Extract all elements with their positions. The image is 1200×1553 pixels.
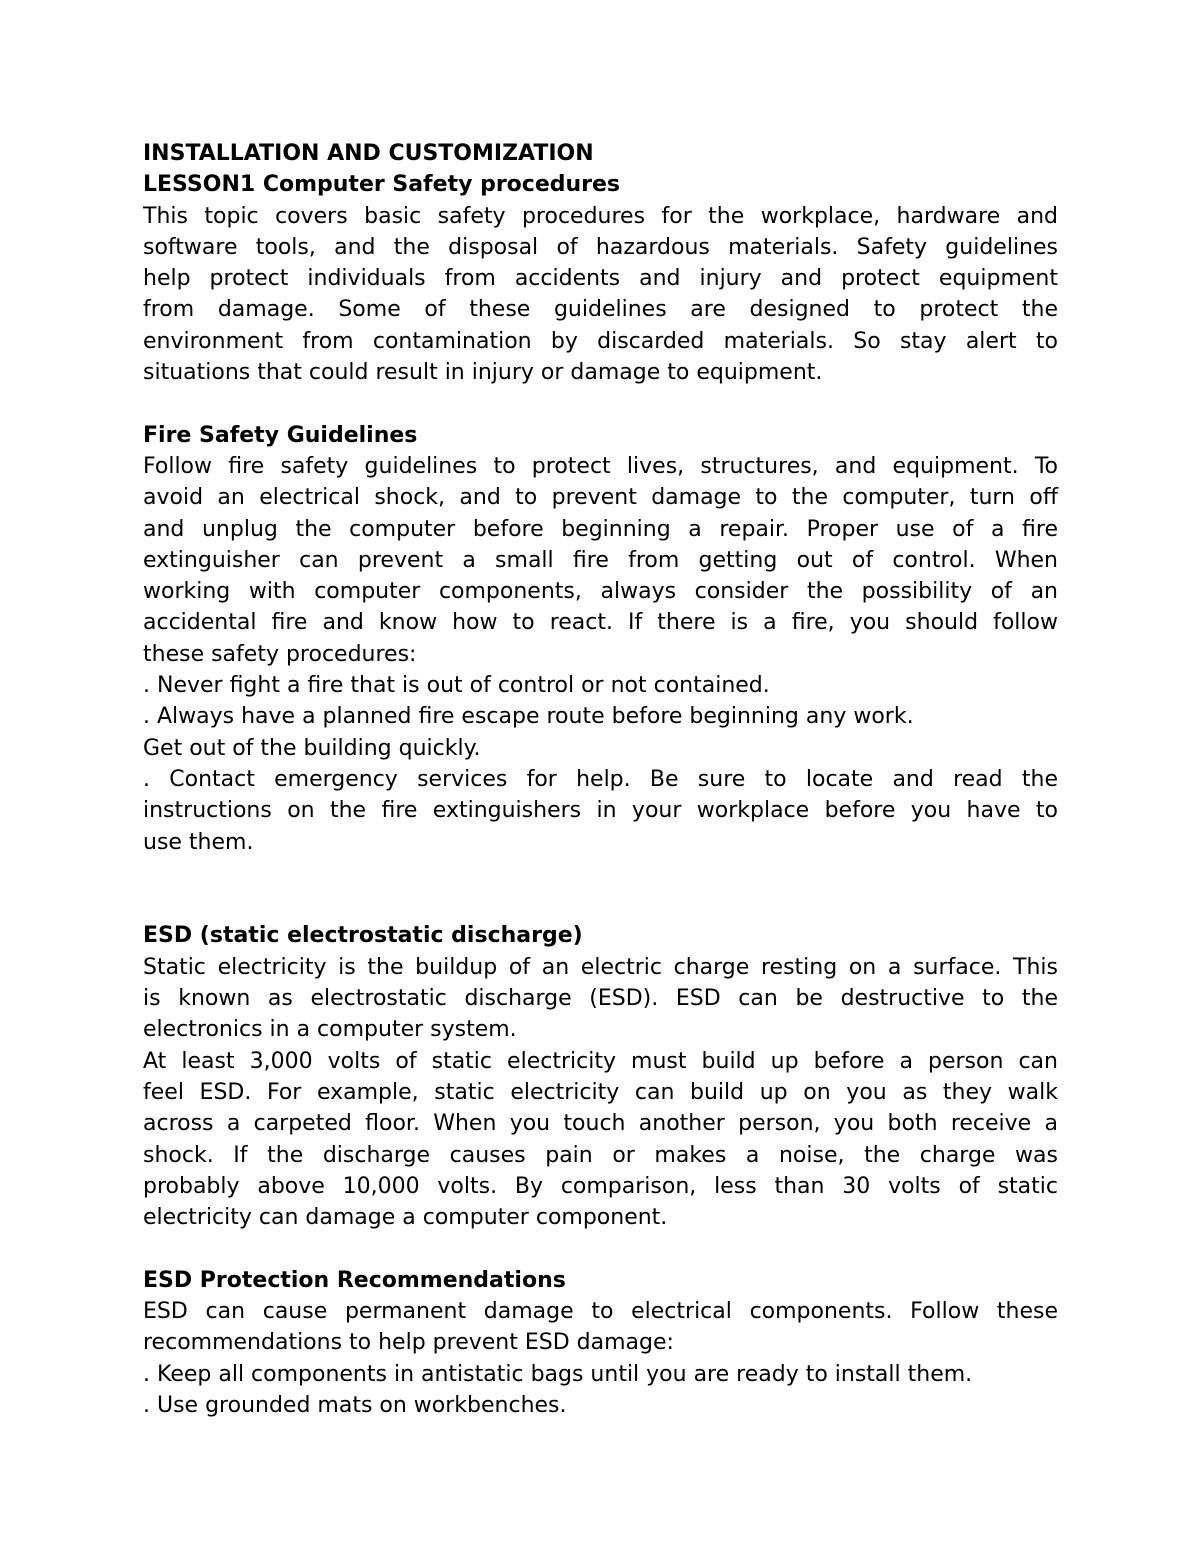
- fire-safety-paragraph: [143, 451, 1058, 670]
- paragraph-line: probably above 10,000 volts. By comparison, less than 30 volts of static: [143, 1173, 1058, 1199]
- esd-bullet-item: . Use grounded mats on workbenches.: [143, 1392, 567, 1418]
- blank-line: [143, 1233, 1058, 1264]
- paragraph-line: software tools, and the disposal of hazardous materials. Safety guidelines: [143, 234, 1058, 260]
- paragraph-line: accidental fire and know how to react. If there is a fire, you should follow: [143, 610, 1058, 636]
- paragraph-line: . Contact emergency services for help. Be sure to locate and read the: [143, 766, 1058, 792]
- esd-voltage-paragraph: [143, 1046, 1058, 1234]
- fire-bullet-item: . Always have a planned fire escape route before beginning any work.: [143, 704, 914, 730]
- blank-line: [143, 388, 1058, 419]
- paragraph-line: from damage. Some of these guidelines are designed to protect the: [143, 297, 1058, 323]
- paragraph-line: electricity can damage a computer component.: [143, 1205, 668, 1231]
- paragraph-line: avoid an electrical shock, and to prevent damage to the computer, turn off: [143, 485, 1058, 511]
- esd-protection-heading: ESD Protection Recommendations: [143, 1267, 566, 1293]
- blank-line: [143, 889, 1058, 920]
- blank-line: [143, 858, 1058, 889]
- intro-paragraph: [143, 201, 1058, 389]
- paragraph-line: Static electricity is the buildup of an electric charge resting on a surface. This: [143, 954, 1058, 980]
- paragraph-line: instructions on the fire extinguishers in your workplace before you have to: [143, 798, 1058, 824]
- fire-safety-heading: Fire Safety Guidelines: [143, 422, 418, 448]
- document-title: INSTALLATION AND CUSTOMIZATION: [143, 141, 594, 166]
- paragraph-line: extinguisher can prevent a small fire from getting out of control. When: [143, 547, 1058, 573]
- esd-paragraph: [143, 952, 1058, 1046]
- paragraph-line: This topic covers basic safety procedures for the workplace, hardware and: [143, 203, 1058, 229]
- paragraph-line: help protect individuals from accidents and injury and protect equipment: [143, 266, 1058, 292]
- paragraph-line: and unplug the computer before beginning a repair. Proper use of a fire: [143, 516, 1058, 542]
- paragraph-line: recommendations to help prevent ESD damage:: [143, 1330, 674, 1356]
- fire-bullet-item: [143, 764, 1058, 858]
- esd-protection-paragraph: [143, 1296, 1058, 1359]
- paragraph-line: environment from contamination by discarded materials. So stay alert to: [143, 328, 1058, 354]
- paragraph-line: working with computer components, always consider the possibility of an: [143, 579, 1058, 605]
- esd-bullet-item: . Keep all components in antistatic bags until you are ready to install them.: [143, 1361, 973, 1387]
- lesson-heading: LESSON1 Computer Safety procedures: [143, 172, 621, 198]
- paragraph-line: ESD can cause permanent damage to electrical components. Follow these: [143, 1298, 1058, 1324]
- paragraph-line: Follow fire safety guidelines to protect lives, structures, and equipment. To: [143, 453, 1058, 479]
- paragraph-line: feel ESD. For example, static electricity can build up on you as they walk: [143, 1079, 1058, 1105]
- paragraph-line: situations that could result in injury or damage to equipment.: [143, 360, 823, 386]
- esd-heading: ESD (static electrostatic discharge): [143, 923, 583, 949]
- paragraph-line: use them.: [143, 829, 254, 855]
- paragraph-line: is known as electrostatic discharge (ESD). ESD can be destructive to the: [143, 986, 1058, 1012]
- fire-bullet-item: Get out of the building quickly.: [143, 735, 481, 761]
- paragraph-line: across a carpeted floor. When you touch another person, you both receive a: [143, 1111, 1058, 1137]
- paragraph-line: At least 3,000 volts of static electricity must build up before a person can: [143, 1048, 1058, 1074]
- paragraph-line: these safety procedures:: [143, 641, 417, 667]
- paragraph-line: shock. If the discharge causes pain or makes a noise, the charge was: [143, 1142, 1058, 1168]
- paragraph-line: electronics in a computer system.: [143, 1017, 517, 1043]
- fire-bullet-item: . Never fight a fire that is out of control or not contained.: [143, 673, 770, 699]
- document-page: [143, 138, 1058, 1421]
